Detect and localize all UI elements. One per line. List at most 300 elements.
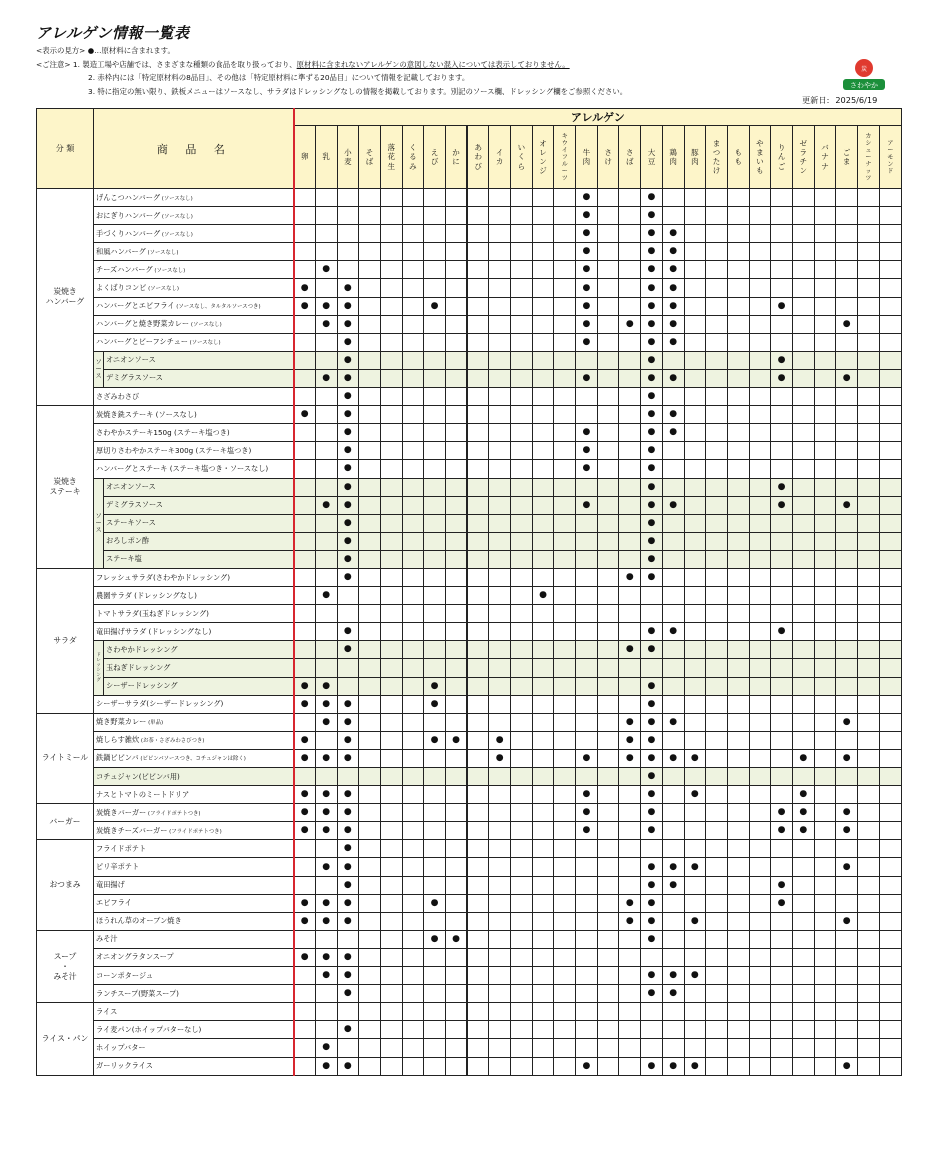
- allergen-cell: [576, 587, 598, 605]
- allergen-cell: [879, 333, 901, 351]
- allergen-cell: [619, 605, 641, 623]
- allergen-cell: [641, 858, 663, 876]
- allergen-cell: [315, 243, 337, 261]
- allergen-cell: [879, 388, 901, 406]
- mark-dot: ●: [647, 970, 656, 981]
- allergen-cell: [337, 858, 359, 876]
- allergen-cell: [424, 388, 446, 406]
- allergen-cell: [511, 351, 533, 369]
- allergen-cell: [706, 876, 728, 894]
- mark-dot: ●: [647, 282, 656, 293]
- allergen-cell: [706, 1003, 728, 1021]
- allergen-cell: [792, 930, 814, 948]
- allergen-cell: [294, 1021, 316, 1039]
- allergen-cell: [294, 1039, 316, 1057]
- mark-dot: ●: [669, 861, 678, 872]
- allergen-cell: [380, 623, 402, 641]
- allergen-cell: [554, 568, 576, 586]
- allergen-cell: [337, 333, 359, 351]
- allergen-cell: [879, 1057, 901, 1075]
- mark-dot: ●: [343, 463, 352, 474]
- allergen-cell: [467, 786, 489, 804]
- allergen-cell: [511, 786, 533, 804]
- allergen-cell: [814, 623, 836, 641]
- allergen-cell: [771, 786, 793, 804]
- allergen-cell: [641, 388, 663, 406]
- allergen-cell: [662, 1021, 684, 1039]
- allergen-cell: [879, 1003, 901, 1021]
- brand-logo: [840, 52, 888, 94]
- allergen-cell: [684, 858, 706, 876]
- mark-dot: ●: [322, 318, 331, 329]
- allergen-cell: [641, 641, 663, 659]
- allergen-cell: [315, 967, 337, 985]
- allergen-cell: [771, 514, 793, 532]
- allergen-cell: [489, 315, 511, 333]
- allergen-cell: [792, 1039, 814, 1057]
- allergen-cell: [662, 1003, 684, 1021]
- allergen-cell: [727, 659, 749, 677]
- allergen-cell: [662, 496, 684, 514]
- mark-dot: ●: [669, 988, 678, 999]
- allergen-cell: [380, 930, 402, 948]
- mark-dot: ●: [669, 879, 678, 890]
- allergen-cell: [337, 677, 359, 695]
- item-name: みそ汁: [94, 930, 294, 948]
- mark-dot: ●: [430, 698, 439, 709]
- allergen-cell: [684, 315, 706, 333]
- allergen-cell: [641, 840, 663, 858]
- allergen-cell: [315, 641, 337, 659]
- allergen-cell: [424, 749, 446, 767]
- allergen-cell: [576, 985, 598, 1003]
- allergen-cell: [359, 876, 381, 894]
- mark-dot: ●: [669, 228, 678, 239]
- allergen-cell: [467, 369, 489, 387]
- mark-dot: ●: [343, 970, 352, 981]
- allergen-cell: [554, 351, 576, 369]
- allergen-cell: [641, 351, 663, 369]
- allergen-cell: [814, 876, 836, 894]
- table-row: [37, 1057, 902, 1075]
- table-row: [37, 822, 902, 840]
- allergen-cell: [879, 1039, 901, 1057]
- allergen-cell: [445, 1021, 467, 1039]
- allergen-cell: [771, 623, 793, 641]
- allergen-cell: [771, 460, 793, 478]
- allergen-cell: [445, 822, 467, 840]
- allergen-cell: [359, 568, 381, 586]
- allergen-cell: [662, 623, 684, 641]
- allergen-cell: [576, 731, 598, 749]
- allergen-cell: [576, 858, 598, 876]
- allergen-cell: [641, 768, 663, 786]
- allergen-cell: [814, 948, 836, 966]
- allergen-cell: [836, 894, 858, 912]
- allergen-cell: [641, 894, 663, 912]
- allergen-cell: [879, 568, 901, 586]
- item-name: フライドポテト: [94, 840, 294, 858]
- allergen-cell: [359, 930, 381, 948]
- allergen-cell: [424, 641, 446, 659]
- allergen-cell: [511, 315, 533, 333]
- allergen-cell: [836, 786, 858, 804]
- allergen-cell: [554, 1003, 576, 1021]
- allergen-cell: [706, 406, 728, 424]
- allergen-cell: [511, 1039, 533, 1057]
- mark-dot: ●: [647, 789, 656, 800]
- allergen-cell: [511, 876, 533, 894]
- allergen-cell: [294, 406, 316, 424]
- allergen-cell: [597, 315, 619, 333]
- mark-dot: ●: [842, 318, 851, 329]
- allergen-cell: [662, 442, 684, 460]
- allergen-cell: [489, 261, 511, 279]
- mark-dot: ●: [343, 481, 352, 492]
- allergen-cell: [489, 1057, 511, 1075]
- allergen-cell: [597, 948, 619, 966]
- allergen-cell: [315, 225, 337, 243]
- mark-dot: ●: [300, 897, 309, 908]
- allergen-cell: [532, 315, 554, 333]
- allergen-cell: [706, 243, 728, 261]
- allergen-cell: [662, 876, 684, 894]
- allergen-cell: [380, 749, 402, 767]
- allergen-cell: [337, 261, 359, 279]
- allergen-cell: [511, 333, 533, 351]
- allergen-cell: [792, 713, 814, 731]
- allergen-cell: [576, 189, 598, 207]
- allergen-cell: [294, 243, 316, 261]
- allergen-cell: [814, 442, 836, 460]
- allergen-cell: [554, 930, 576, 948]
- allergen-cell: [619, 514, 641, 532]
- item-name: さざみわさび: [94, 388, 294, 406]
- allergen-cell: [511, 641, 533, 659]
- allergen-cell: [532, 786, 554, 804]
- allergen-cell: [554, 967, 576, 985]
- allergen-cell: [337, 424, 359, 442]
- allergen-cell: [749, 351, 771, 369]
- table-row: [37, 605, 902, 623]
- allergen-cell: [467, 261, 489, 279]
- mark-dot: ●: [495, 752, 504, 763]
- mark-dot: ●: [322, 825, 331, 836]
- allergen-cell: [619, 297, 641, 315]
- allergen-cell: [814, 388, 836, 406]
- allergen-cell: [511, 659, 533, 677]
- allergen-cell: [532, 659, 554, 677]
- allergen-cell: [792, 749, 814, 767]
- allergen-cell: [662, 279, 684, 297]
- allergen-cell: [467, 1057, 489, 1075]
- header-name: 商 品 名: [94, 109, 294, 189]
- allergen-cell: [792, 695, 814, 713]
- allergen-cell: [294, 1057, 316, 1075]
- allergen-cell: [727, 840, 749, 858]
- allergen-cell: [489, 786, 511, 804]
- allergen-cell: [792, 840, 814, 858]
- allergen-cell: [576, 279, 598, 297]
- allergen-cell: [359, 388, 381, 406]
- allergen-cell: [662, 261, 684, 279]
- allergen-cell: [597, 388, 619, 406]
- allergen-cell: [597, 243, 619, 261]
- allergen-cell: [749, 1057, 771, 1075]
- allergen-cell: [402, 297, 424, 315]
- allergen-cell: [836, 442, 858, 460]
- allergen-cell: [424, 514, 446, 532]
- allergen-cell: [814, 261, 836, 279]
- allergen-cell: [532, 369, 554, 387]
- allergen-cell: [337, 605, 359, 623]
- mark-dot: ●: [343, 879, 352, 890]
- allergen-cell: [597, 189, 619, 207]
- allergen-cell: [359, 424, 381, 442]
- allergen-cell: [380, 912, 402, 930]
- allergen-cell: [597, 406, 619, 424]
- allergen-cell: [532, 568, 554, 586]
- allergen-cell: [662, 460, 684, 478]
- allergen-cell: [380, 225, 402, 243]
- allergen-cell: [532, 840, 554, 858]
- allergen-cell: [402, 568, 424, 586]
- allergen-cell: [858, 333, 880, 351]
- allergen-cell: [814, 189, 836, 207]
- allergen-cell: [879, 514, 901, 532]
- allergen-cell: [489, 442, 511, 460]
- note-3: 3. 特に指定の無い限り、鉄板メニューはソースなし、サラダはドレッシングなしの情報を掲載しております。別記のソース欄、ドレッシング欄をご参照ください。: [88, 86, 628, 96]
- allergen-cell: [641, 478, 663, 496]
- allergen-cell: [337, 749, 359, 767]
- item-name: ハンバーグと焼き野菜カレー (ソースなし): [94, 315, 294, 333]
- allergen-cell: [359, 261, 381, 279]
- allergen-cell: [337, 822, 359, 840]
- allergen-cell: [511, 442, 533, 460]
- mark-dot: ●: [322, 264, 331, 275]
- allergen-cell: [619, 912, 641, 930]
- allergen-cell: [489, 623, 511, 641]
- allergen-cell: [597, 568, 619, 586]
- allergen-cell: [576, 912, 598, 930]
- item-name: シーザードレッシング: [104, 677, 294, 695]
- allergen-cell: [792, 478, 814, 496]
- allergen-cell: [467, 496, 489, 514]
- allergen-cell: [315, 948, 337, 966]
- allergen-cell: [511, 460, 533, 478]
- allergen-cell: [619, 424, 641, 442]
- mark-dot: ●: [452, 734, 460, 745]
- allergen-cell: [489, 1039, 511, 1057]
- mark-dot: ●: [343, 951, 352, 962]
- allergen-cell: [771, 207, 793, 225]
- allergen-cell: [359, 351, 381, 369]
- allergen-cell: [836, 225, 858, 243]
- allergen-cell: [619, 786, 641, 804]
- allergen-cell: [554, 333, 576, 351]
- mark-dot: ●: [647, 409, 656, 420]
- allergen-cell: [576, 460, 598, 478]
- mark-dot: ●: [343, 517, 352, 528]
- mark-dot: ●: [625, 572, 634, 583]
- allergen-cell: [359, 749, 381, 767]
- mark-dot: ●: [690, 789, 699, 800]
- item-name: 炭焼きバーガー (フライドポテトつき): [94, 804, 294, 822]
- allergen-cell: [879, 261, 901, 279]
- mark-dot: ●: [625, 318, 634, 329]
- allergen-cell: [771, 550, 793, 568]
- allergen-cell: [489, 659, 511, 677]
- allergen-cell: [597, 858, 619, 876]
- item-name: 手づくりハンバーグ (ソースなし): [94, 225, 294, 243]
- allergen-cell: [836, 1003, 858, 1021]
- allergen-cell: [814, 587, 836, 605]
- allergen-cell: [359, 243, 381, 261]
- allergen-cell: [380, 840, 402, 858]
- mark-dot: ●: [647, 698, 656, 709]
- allergen-cell: [402, 189, 424, 207]
- allergen-cell: [749, 550, 771, 568]
- allergen-cell: [532, 641, 554, 659]
- allergen-cell: [294, 822, 316, 840]
- allergen-cell: [706, 207, 728, 225]
- allergen-cell: [315, 876, 337, 894]
- allergen-cell: [858, 985, 880, 1003]
- item-name: ハンバーグとステーキ (ステーキ塩つき・ソースなし): [94, 460, 294, 478]
- allergen-cell: [402, 912, 424, 930]
- table-row: [37, 623, 902, 641]
- allergen-cell: [554, 822, 576, 840]
- allergen-cell: [706, 496, 728, 514]
- allergen-cell: [294, 930, 316, 948]
- allergen-cell: [619, 930, 641, 948]
- table-row: [37, 985, 902, 1003]
- allergen-cell: [380, 189, 402, 207]
- allergen-cell: [359, 641, 381, 659]
- allergen-cell: [879, 695, 901, 713]
- page-title: アレルゲン情報一覧表: [36, 24, 190, 42]
- mark-dot: ●: [582, 372, 591, 383]
- allergen-cell: [706, 804, 728, 822]
- allergen-cell: [662, 1057, 684, 1075]
- allergen-cell: [359, 695, 381, 713]
- allergen-cell: [684, 369, 706, 387]
- allergen-cell: [706, 659, 728, 677]
- allergen-cell: [641, 948, 663, 966]
- allergen-cell: [858, 1039, 880, 1057]
- allergen-cell: [706, 297, 728, 315]
- allergen-cell: [619, 532, 641, 550]
- allergen-cell: [858, 207, 880, 225]
- allergen-cell: [706, 912, 728, 930]
- allergen-cell: [554, 768, 576, 786]
- allergen-cell: [792, 768, 814, 786]
- allergen-cell: [749, 731, 771, 749]
- allergen-cell: [836, 369, 858, 387]
- allergen-cell: [749, 315, 771, 333]
- allergen-cell: [554, 1021, 576, 1039]
- allergen-cell: [359, 822, 381, 840]
- allergen-cell: [814, 659, 836, 677]
- allergen-cell: [641, 460, 663, 478]
- mark-dot: ●: [343, 499, 352, 510]
- allergen-cell: [727, 496, 749, 514]
- allergen-cell: [315, 333, 337, 351]
- allergen-cell: [402, 550, 424, 568]
- allergen-cell: [792, 279, 814, 297]
- allergen-cell: [554, 677, 576, 695]
- allergen-cell: [554, 478, 576, 496]
- allergen-cell: [359, 677, 381, 695]
- allergen-cell: [402, 677, 424, 695]
- allergen-cell: [294, 731, 316, 749]
- allergen-cell: [858, 496, 880, 514]
- allergen-cell: [511, 967, 533, 985]
- allergen-cell: [662, 786, 684, 804]
- allergen-cell: [814, 695, 836, 713]
- allergen-cell: [814, 225, 836, 243]
- mark-dot: ●: [777, 626, 786, 637]
- allergen-cell: [445, 550, 467, 568]
- allergen-cell: [727, 930, 749, 948]
- allergen-cell: [836, 731, 858, 749]
- allergen-cell: [597, 550, 619, 568]
- allergen-cell: [619, 315, 641, 333]
- allergen-cell: [727, 731, 749, 749]
- allergen-cell: [749, 514, 771, 532]
- allergen-cell: [315, 388, 337, 406]
- allergen-cell: [727, 532, 749, 550]
- allergen-cell: [402, 713, 424, 731]
- allergen-cell: [879, 930, 901, 948]
- allergen-cell: [619, 333, 641, 351]
- allergen-cell: [532, 333, 554, 351]
- allergen-cell: [814, 1003, 836, 1021]
- mark-dot: ●: [430, 897, 439, 908]
- allergen-cell: [749, 677, 771, 695]
- allergen-cell: [554, 985, 576, 1003]
- allergen-cell: [879, 731, 901, 749]
- allergen-cell: [467, 677, 489, 695]
- allergen-cell: [402, 514, 424, 532]
- allergen-cell: [315, 894, 337, 912]
- allergen-cell: [337, 1003, 359, 1021]
- allergen-cell: [467, 351, 489, 369]
- allergen-cell: [337, 1057, 359, 1075]
- allergen-cell: [858, 388, 880, 406]
- allergen-cell: [489, 424, 511, 442]
- allergen-cell: [532, 623, 554, 641]
- allergen-cell: [294, 207, 316, 225]
- allergen-cell: [445, 840, 467, 858]
- allergen-cell: [836, 424, 858, 442]
- mark-dot: ●: [647, 897, 656, 908]
- item-name: オニオンソース: [104, 351, 294, 369]
- mark-dot: ●: [669, 318, 678, 329]
- allergen-cell: [489, 695, 511, 713]
- allergen-cell: [511, 388, 533, 406]
- allergen-cell: [792, 532, 814, 550]
- allergen-cell: [532, 985, 554, 1003]
- mark-dot: ●: [343, 572, 352, 583]
- mark-dot: ●: [582, 1060, 591, 1071]
- allergen-cell: [337, 731, 359, 749]
- allergen-cell: [858, 912, 880, 930]
- allergen-cell: [619, 713, 641, 731]
- allergen-cell: [814, 768, 836, 786]
- item-name: 玉ねぎドレッシング: [104, 659, 294, 677]
- allergen-cell: [836, 804, 858, 822]
